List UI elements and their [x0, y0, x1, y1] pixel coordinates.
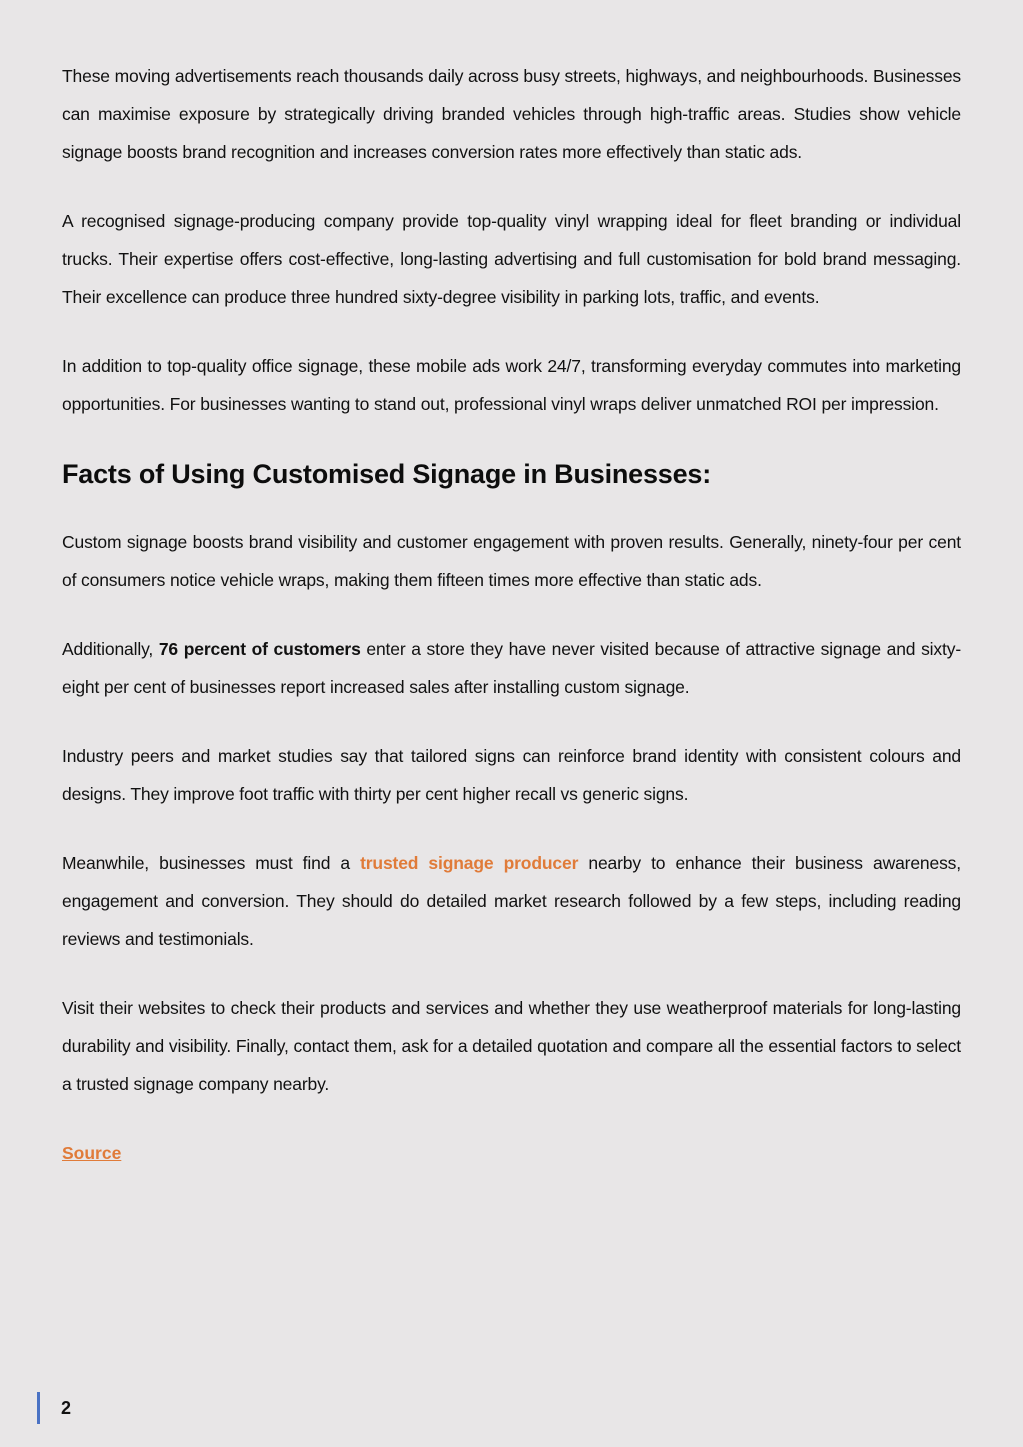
source-link[interactable]: Source: [62, 1143, 122, 1163]
bold-stat: 76 percent of customers: [158, 639, 361, 659]
paragraph-visit-websites: Visit their websites to check their products and services and whether they use weatherproof materials for long-lasting durability and visibility. Finally, contact them, ask for a detailed quotation and compare all the essential factors to select a trusted signage company nearby.: [62, 998, 961, 1094]
paragraph-vehicle-ads: These moving advertisements reach thousands daily across busy streets, highways, and neighbourhoods. Businesses can maximise exposure by strategically driving branded vehicles through high-traffic areas. Studies show vehicle signage boosts brand recognition and increases conversion rates more effectively than static ads.: [62, 66, 961, 162]
paragraph-mobile-ads: In addition to top-quality office signage, these mobile ads work 24/7, transforming everyday commutes into marketing opportunities. For businesses wanting to stand out, professional vinyl wraps deliver unmatched ROI per impression.: [62, 356, 961, 414]
footer-accent-bar: [37, 1392, 40, 1424]
paragraph-text: Additionally,: [62, 639, 159, 659]
paragraph-vinyl-wrapping: A recognised signage-producing company provide top-quality vinyl wrapping ideal for fleet branding or individual trucks. Their expertise offers cost-effective, long-lasting advertising and full customisation for bold brand messaging. Their excellence can produce three hundred sixty-degree visibility in parking lots, traffic, and events.: [62, 211, 961, 307]
page-number: 2: [61, 1397, 72, 1418]
page-footer: [37, 1392, 71, 1424]
paragraph-brand-identity: Industry peers and market studies say that tailored signs can reinforce brand identity with consistent colours and designs. They improve foot traffic with thirty per cent higher recall vs generic signs.: [62, 746, 961, 804]
paragraph-text: nearby to enhance their business awareness, engagement and conversion. They should do detailed market research followed by a few steps, including reading reviews and testimonials.: [62, 853, 961, 949]
paragraph-customer-stats: [62, 630, 961, 706]
section-heading: Facts of Using Customised Signage in Businesses:: [62, 459, 712, 489]
document-body: [62, 57, 961, 1172]
trusted-signage-producer-link[interactable]: trusted signage producer: [360, 853, 579, 873]
paragraph-text: Meanwhile, businesses must find a: [62, 853, 361, 873]
paragraph-find-producer: [62, 844, 961, 958]
paragraph-text: enter a store they have never visited because of attractive signage and sixty-eight per cent of businesses report increased sales after installing custom signage.: [62, 639, 962, 697]
paragraph-custom-signage-stats: Custom signage boosts brand visibility and customer engagement with proven results. Generally, ninety-four per cent of consumers notice vehicle wraps, making them fifteen times more effective than static ads.: [62, 532, 961, 590]
